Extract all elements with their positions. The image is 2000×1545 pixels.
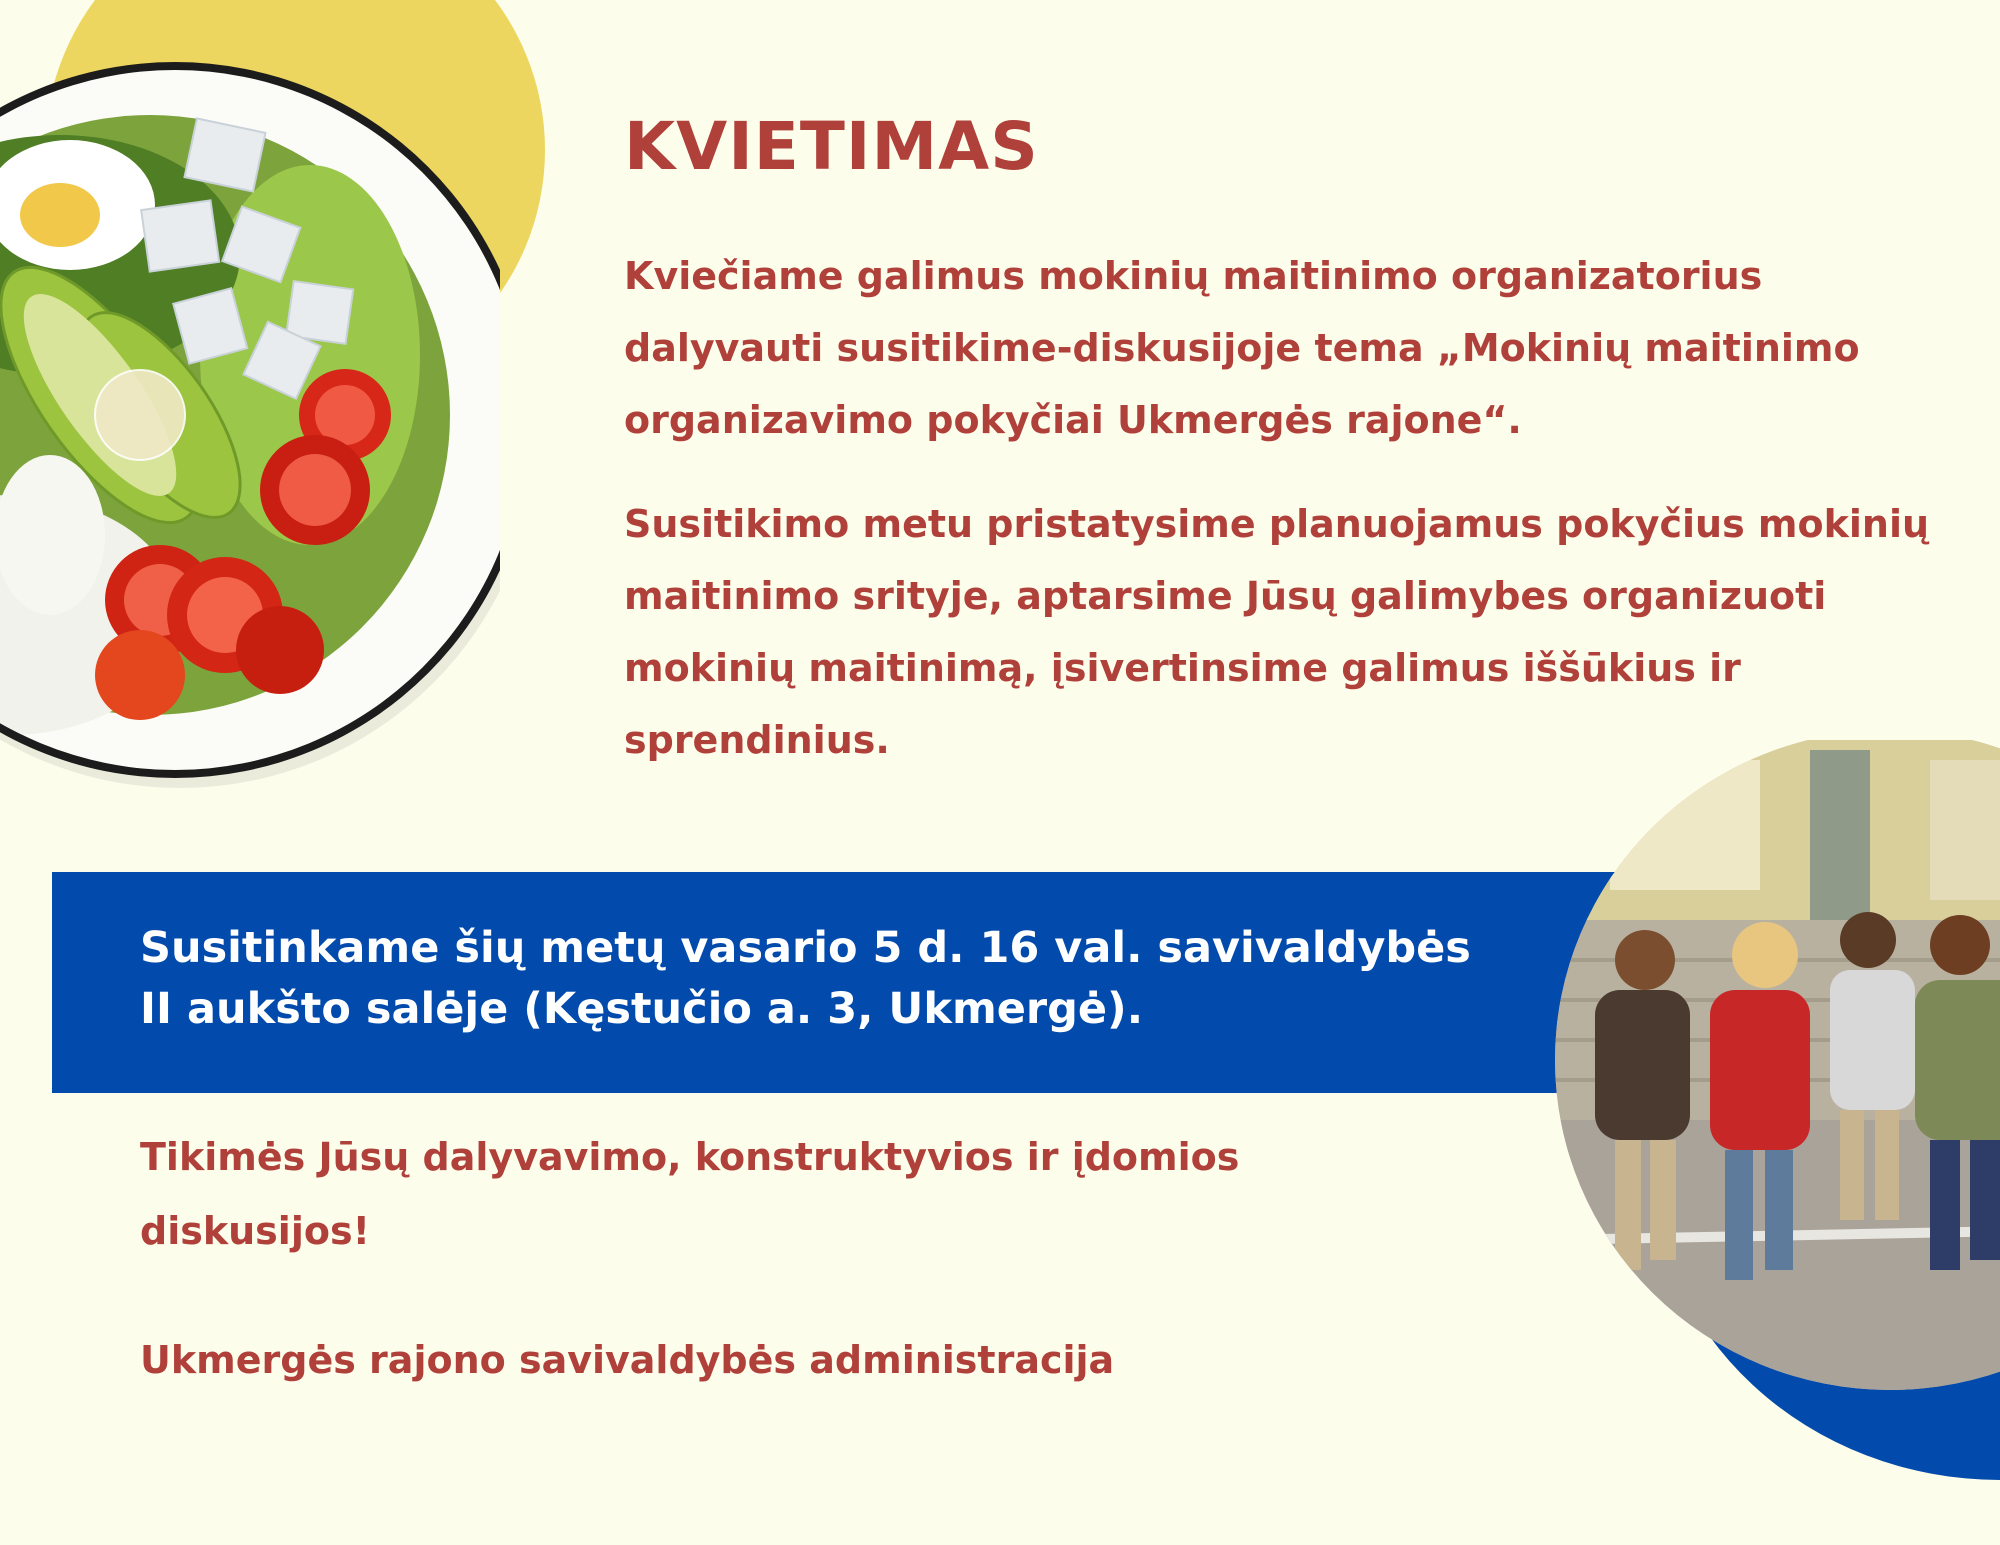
signature: Ukmergės rajono savivaldybės administracija (140, 1338, 1115, 1382)
meeting-info (140, 918, 1560, 1040)
meeting-info-line-2: II aukšto salėje (Kęstučio a. 3, Ukmergė). (140, 984, 1144, 1034)
intro-paragraph: Kviečiame galimus mokinių maitinimo organizatorius dalyvauti susitikime-diskusijoje tema „Mokinių maitinimo organizavimo pokyčiai Ukmergės rajone“. (624, 254, 1860, 442)
closing-text: Tikimės Jūsų dalyvavimo, konstruktyvios ir įdomios diskusijos! (140, 1135, 1240, 1253)
salad-bowl-image (0, 55, 500, 795)
children-photo (1550, 740, 2000, 1400)
meeting-info-line-1: Susitinkame šių metų vasario 5 d. 16 val. savivaldybės (140, 923, 1471, 973)
details-paragraph: Susitikimo metu pristatysime planuojamus pokyčius mokinių maitinimo srityje, aptarsime Jūsų galimybes organizuoti mokinių maitinimą, įsivertinsime galimus iššūkius ir sprendinius. (624, 502, 1930, 762)
page-title: KVIETIMAS (624, 108, 1039, 185)
